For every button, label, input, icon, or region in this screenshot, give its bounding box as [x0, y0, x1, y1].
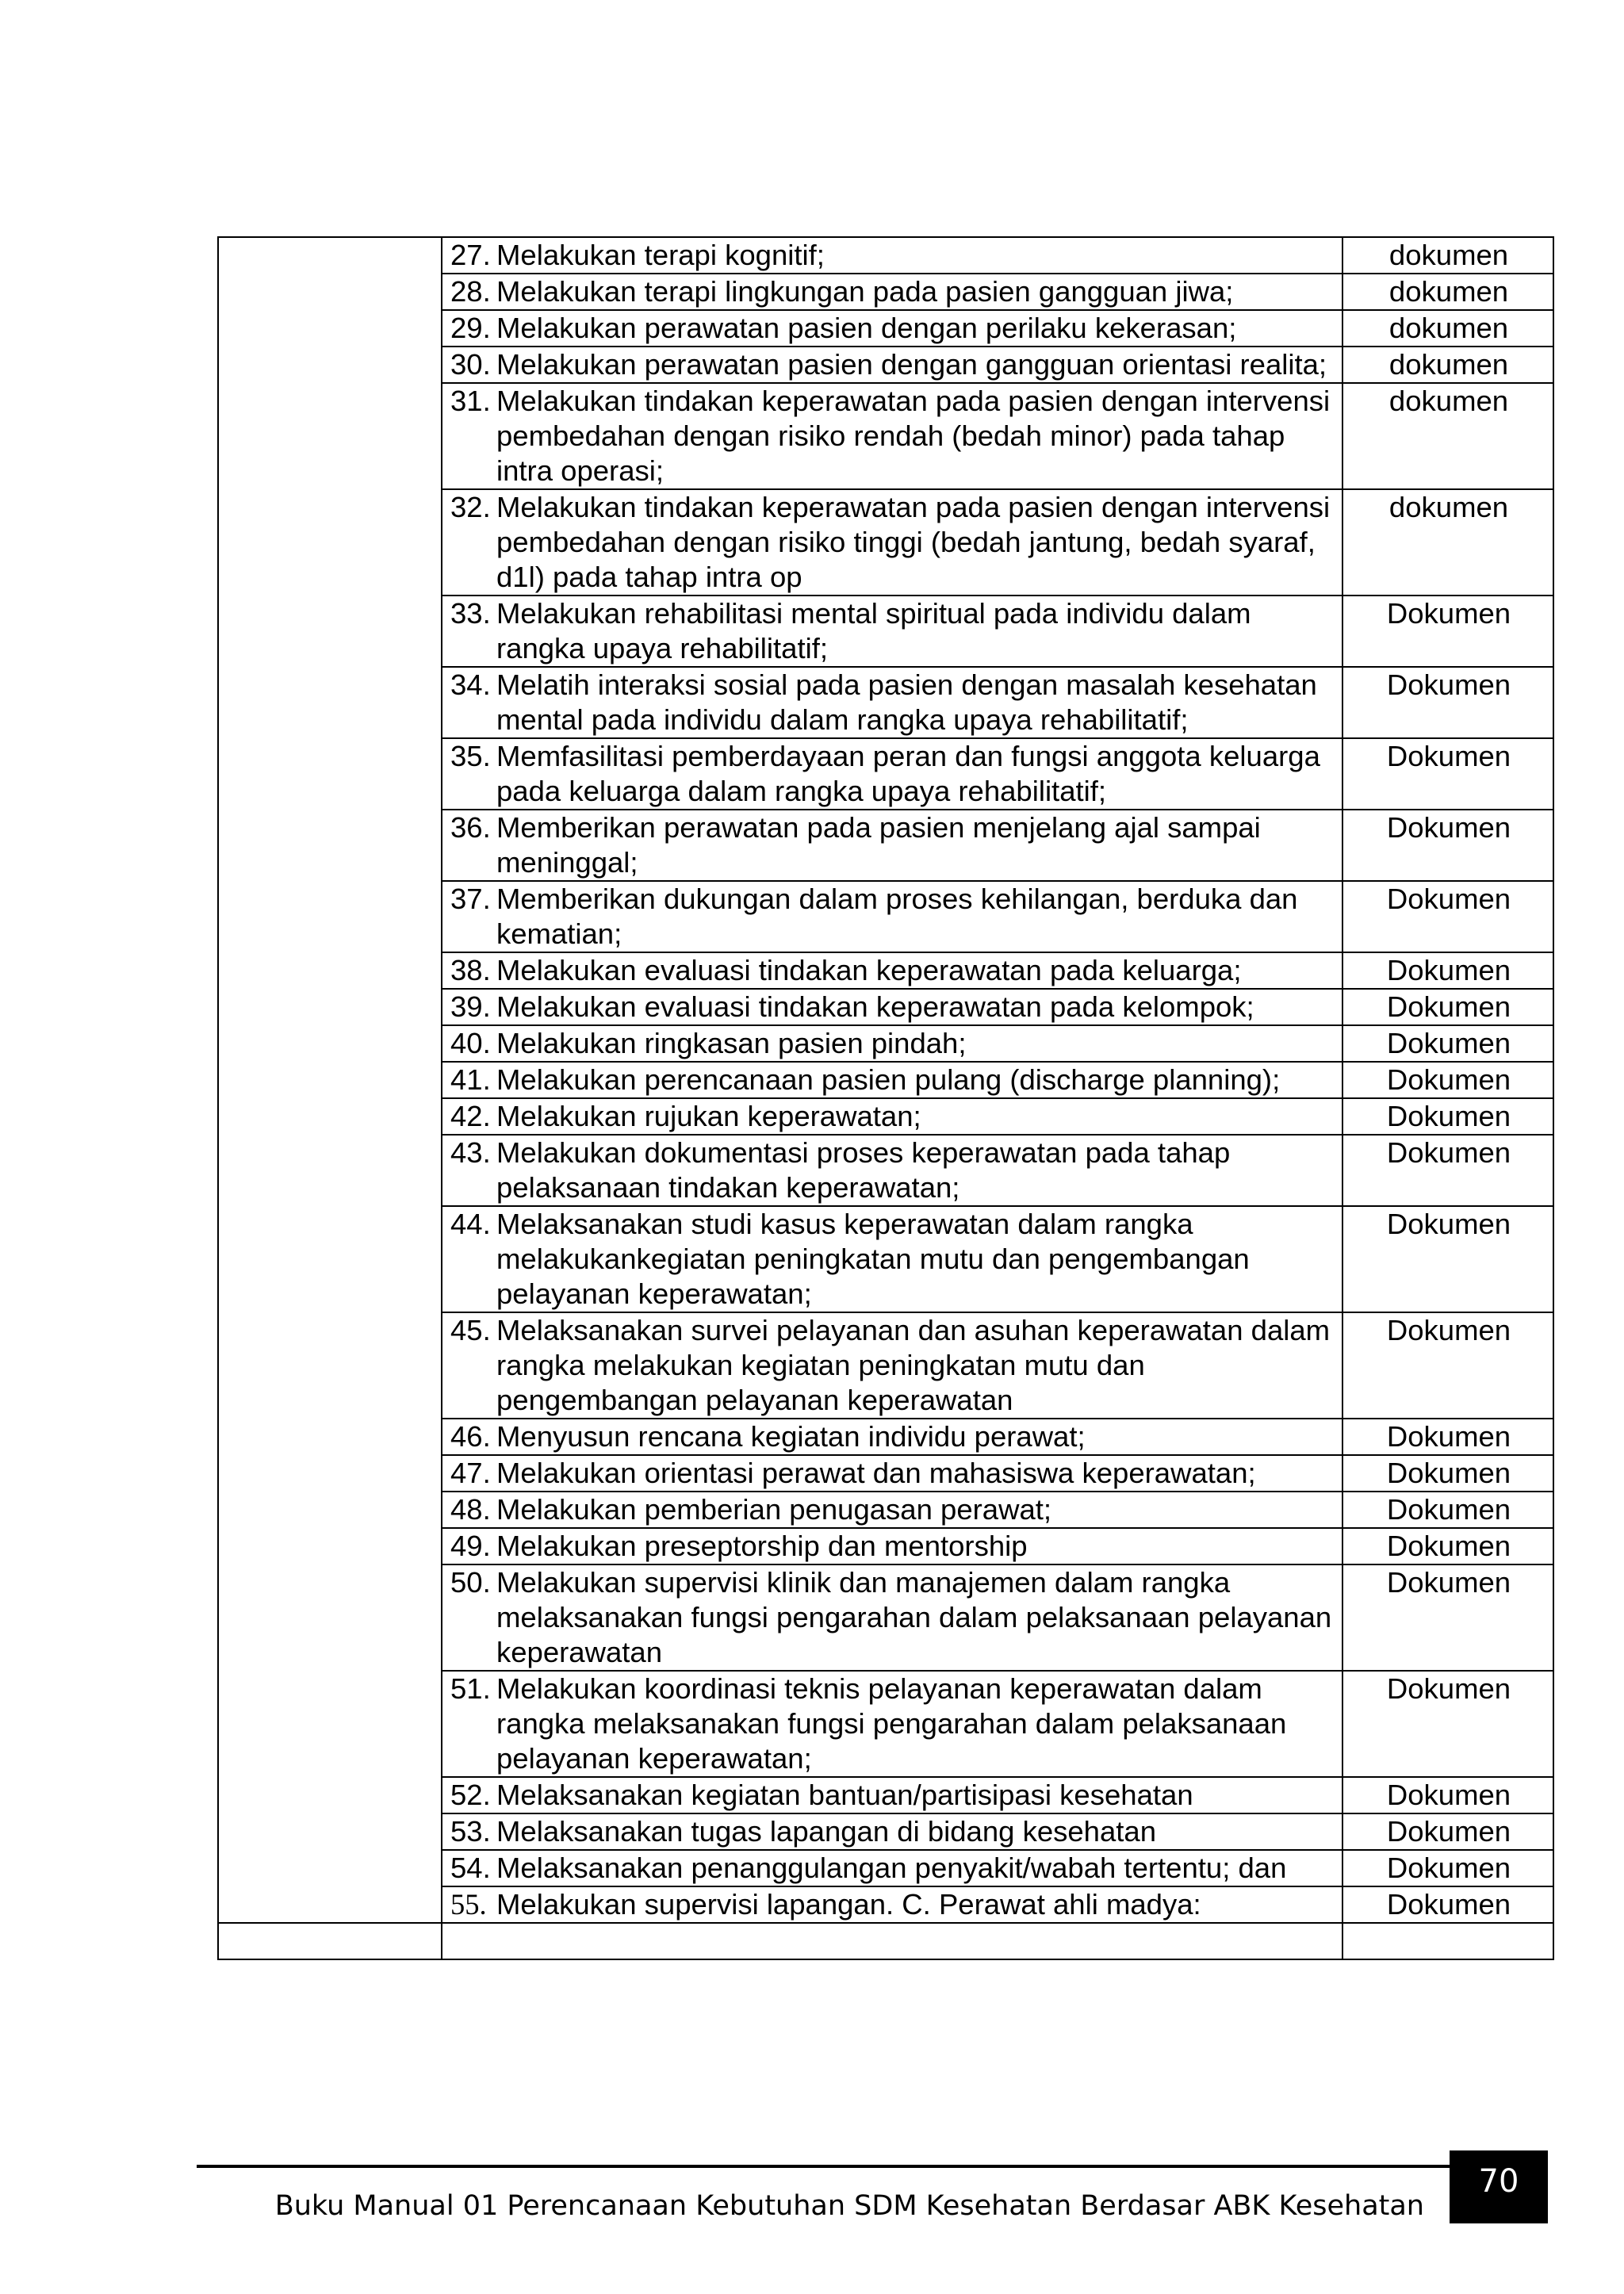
item-text: Melaksanakan tugas lapangan di bidang kesehatan — [496, 1815, 1157, 1848]
item-number: 51. — [450, 1672, 491, 1705]
activity-cell — [442, 989, 1342, 1025]
output-text: Dokumen — [1386, 740, 1511, 772]
item-number: 31. — [450, 385, 491, 417]
output-text: dokumen — [1388, 275, 1509, 308]
activity-table — [217, 236, 1554, 1960]
item-number: 28. — [450, 275, 491, 308]
output-cell — [1342, 1098, 1553, 1135]
output-text: Dokumen — [1386, 1208, 1511, 1240]
output-cell — [1342, 1492, 1553, 1528]
empty-cell — [442, 1923, 1342, 1959]
activity-cell — [442, 738, 1342, 810]
output-text: Dokumen — [1386, 1457, 1511, 1489]
output-cell — [1342, 667, 1553, 738]
output-text: Dokumen — [1386, 1530, 1511, 1562]
output-text: Dokumen — [1386, 1420, 1511, 1453]
output-cell — [1342, 1564, 1553, 1671]
item-number: 29. — [450, 312, 491, 344]
item-number: 30. — [450, 348, 491, 381]
output-text: Dokumen — [1386, 597, 1511, 630]
output-text: dokumen — [1388, 348, 1509, 381]
item-text: Menyusun rencana kegiatan individu perawat; — [496, 1420, 1086, 1453]
activity-cell — [442, 881, 1342, 952]
activity-cell — [442, 1777, 1342, 1813]
activity-cell — [442, 237, 1342, 274]
item-text: Melaksanakan kegiatan bantuan/partisipasi kesehatan — [496, 1779, 1193, 1811]
item-text: Melakukan rujukan keperawatan; — [496, 1100, 921, 1132]
item-text: Melakukan pemberian penugasan perawat; — [496, 1493, 1052, 1526]
output-cell — [1342, 1850, 1553, 1886]
output-text: Dokumen — [1386, 1063, 1511, 1096]
page-number-box — [1450, 2150, 1548, 2223]
footer-title: Buku Manual 01 Perencanaan Kebutuhan SDM Kesehatan Berdasar ABK Kesehatan — [274, 2190, 1424, 2222]
item-number: 46. — [450, 1420, 491, 1453]
output-cell — [1342, 1206, 1553, 1312]
output-cell — [1342, 310, 1553, 347]
output-text: dokumen — [1388, 491, 1509, 523]
item-text: Melaksanakan studi kasus keperawatan dalam rangka melakukankegiatan peningkatan mutu dan pengembangan pelayanan keperawatan; — [496, 1208, 1250, 1310]
item-number: 39. — [450, 990, 491, 1023]
item-number: 27. — [450, 239, 491, 271]
activity-cell — [442, 1206, 1342, 1312]
output-cell — [1342, 881, 1553, 952]
item-number: 36. — [450, 811, 491, 844]
activity-cell — [442, 310, 1342, 347]
output-text: Dokumen — [1386, 1314, 1511, 1346]
item-number: 50. — [450, 1566, 491, 1599]
output-cell — [1342, 1419, 1553, 1455]
activity-cell — [442, 383, 1342, 489]
item-number: 42. — [450, 1100, 491, 1132]
item-number: 40. — [450, 1027, 491, 1059]
output-cell — [1342, 347, 1553, 383]
output-text: Dokumen — [1386, 1566, 1511, 1599]
activity-cell — [442, 1025, 1342, 1062]
item-number: 49. — [450, 1530, 491, 1562]
item-number: 34. — [450, 668, 491, 701]
output-cell — [1342, 1671, 1553, 1777]
activity-cell — [442, 489, 1342, 596]
output-cell — [1342, 1135, 1553, 1206]
activity-cell — [442, 667, 1342, 738]
item-text: Melakukan supervisi klinik dan manajemen dalam rangka melaksanakan fungsi pengarahan dalam pelaksanaan pelayanan keperawatan — [496, 1566, 1332, 1668]
item-number: 48. — [450, 1493, 491, 1526]
output-text: Dokumen — [1386, 883, 1511, 915]
output-cell — [1342, 1777, 1553, 1813]
activity-cell — [442, 1098, 1342, 1135]
item-text: Melakukan supervisi lapangan. C. Perawat ahli madya: — [496, 1888, 1201, 1921]
item-text: Memberikan dukungan dalam proses kehilangan, berduka dan kematian; — [496, 883, 1298, 950]
output-cell — [1342, 274, 1553, 310]
item-text: Melakukan terapi lingkungan pada pasien gangguan jiwa; — [496, 275, 1234, 308]
item-text: Melakukan terapi kognitif; — [496, 239, 825, 271]
item-text: Melakukan tindakan keperawatan pada pasien dengan intervensi pembedahan dengan risiko rendah (bedah minor) pada tahap intra operasi; — [496, 385, 1331, 487]
output-cell — [1342, 1886, 1553, 1923]
output-text: Dokumen — [1386, 1888, 1511, 1921]
item-text: Memberikan perawatan pada pasien menjelang ajal sampai meninggal; — [496, 811, 1261, 879]
item-text: Melaksanakan survei pelayanan dan asuhan keperawatan dalam rangka melakukan kegiatan peningkatan mutu dan pengembangan pelayanan keperawatan — [496, 1314, 1331, 1416]
empty-first-column-cell — [218, 237, 442, 1923]
output-text: Dokumen — [1386, 1779, 1511, 1811]
output-cell — [1342, 1528, 1553, 1564]
activity-cell — [442, 952, 1342, 989]
item-number: 44. — [450, 1208, 491, 1240]
output-text: Dokumen — [1386, 1493, 1511, 1526]
item-text: Melakukan perencanaan pasien pulang (discharge planning); — [496, 1063, 1281, 1096]
activity-cell — [442, 1419, 1342, 1455]
activity-cell — [442, 1850, 1342, 1886]
output-text: Dokumen — [1386, 1815, 1511, 1848]
activity-cell — [442, 1671, 1342, 1777]
item-text: Melakukan orientasi perawat dan mahasiswa keperawatan; — [496, 1457, 1256, 1489]
item-number: 41. — [450, 1063, 491, 1096]
footer-rule — [197, 2165, 1450, 2168]
activity-cell — [442, 1312, 1342, 1419]
activity-cell — [442, 1455, 1342, 1492]
activity-cell — [442, 810, 1342, 881]
output-cell — [1342, 596, 1553, 667]
output-text: Dokumen — [1386, 811, 1511, 844]
activity-cell — [442, 1492, 1342, 1528]
item-number: 37. — [450, 883, 491, 915]
output-cell — [1342, 952, 1553, 989]
item-number: 45. — [450, 1314, 491, 1346]
output-text: dokumen — [1388, 312, 1509, 344]
activity-cell — [442, 1886, 1342, 1923]
output-text: Dokumen — [1386, 1100, 1511, 1132]
item-number: 32. — [450, 491, 491, 523]
activity-cell — [442, 347, 1342, 383]
output-text: Dokumen — [1386, 1672, 1511, 1705]
item-number: 54. — [450, 1852, 491, 1884]
output-text: Dokumen — [1386, 990, 1511, 1023]
activity-cell — [442, 1564, 1342, 1671]
page-number: 70 — [1478, 2163, 1519, 2200]
item-text: Melatih interaksi sosial pada pasien dengan masalah kesehatan mental pada individu dalam rangka upaya rehabilitatif; — [496, 668, 1317, 736]
item-text: Melakukan tindakan keperawatan pada pasien dengan intervensi pembedahan dengan risiko tinggi (bedah jantung, bedah syaraf, d1l) pada tahap intra op — [496, 491, 1331, 593]
activity-cell — [442, 1135, 1342, 1206]
output-cell — [1342, 1312, 1553, 1419]
item-text: Memfasilitasi pemberdayaan peran dan fungsi anggota keluarga pada keluarga dalam rangka upaya rehabilitatif; — [496, 740, 1320, 807]
item-number: 55. — [450, 1888, 487, 1921]
output-text: Dokumen — [1386, 1027, 1511, 1059]
activity-cell — [442, 1813, 1342, 1850]
activity-cell — [442, 596, 1342, 667]
empty-cell — [1342, 1923, 1553, 1959]
empty-cell — [218, 1923, 442, 1959]
item-number: 38. — [450, 954, 491, 986]
item-text: Melakukan preseptorship dan mentorship — [496, 1530, 1028, 1562]
item-number: 52. — [450, 1779, 491, 1811]
activity-cell — [442, 1528, 1342, 1564]
item-text: Melakukan evaluasi tindakan keperawatan pada keluarga; — [496, 954, 1242, 986]
item-text: Melakukan rehabilitasi mental spiritual pada individu dalam rangka upaya rehabilitatif; — [496, 597, 1251, 664]
item-text: Melakukan evaluasi tindakan keperawatan pada kelompok; — [496, 990, 1254, 1023]
activity-cell — [442, 1062, 1342, 1098]
item-number: 53. — [450, 1815, 491, 1848]
output-text: Dokumen — [1386, 1852, 1511, 1884]
output-cell — [1342, 738, 1553, 810]
empty-table-row — [218, 1923, 1553, 1959]
output-cell — [1342, 489, 1553, 596]
output-cell — [1342, 1062, 1553, 1098]
item-text: Melakukan koordinasi teknis pelayanan keperawatan dalam rangka melaksanakan fungsi pengarahan dalam pelaksanaan pelayanan keperawatan; — [496, 1672, 1287, 1775]
item-number: 35. — [450, 740, 491, 772]
activity-cell — [442, 274, 1342, 310]
output-text: Dokumen — [1386, 668, 1511, 701]
output-text: dokumen — [1388, 385, 1509, 417]
item-text: Melakukan perawatan pasien dengan perilaku kekerasan; — [496, 312, 1237, 344]
item-number: 33. — [450, 597, 491, 630]
output-cell — [1342, 237, 1553, 274]
output-cell — [1342, 1455, 1553, 1492]
output-cell — [1342, 810, 1553, 881]
item-text: Melakukan dokumentasi proses keperawatan pada tahap pelaksanaan tindakan keperawatan; — [496, 1136, 1231, 1204]
output-cell — [1342, 383, 1553, 489]
output-cell — [1342, 989, 1553, 1025]
item-text: Melakukan perawatan pasien dengan gangguan orientasi realita; — [496, 348, 1327, 381]
item-text: Melaksanakan penanggulangan penyakit/wabah tertentu; dan — [496, 1852, 1287, 1884]
output-text: dokumen — [1388, 239, 1509, 271]
output-cell — [1342, 1025, 1553, 1062]
item-number: 43. — [450, 1136, 491, 1169]
item-text: Melakukan ringkasan pasien pindah; — [496, 1027, 967, 1059]
output-text: Dokumen — [1386, 1136, 1511, 1169]
item-number: 47. — [450, 1457, 491, 1489]
output-text: Dokumen — [1386, 954, 1511, 986]
output-cell — [1342, 1813, 1553, 1850]
